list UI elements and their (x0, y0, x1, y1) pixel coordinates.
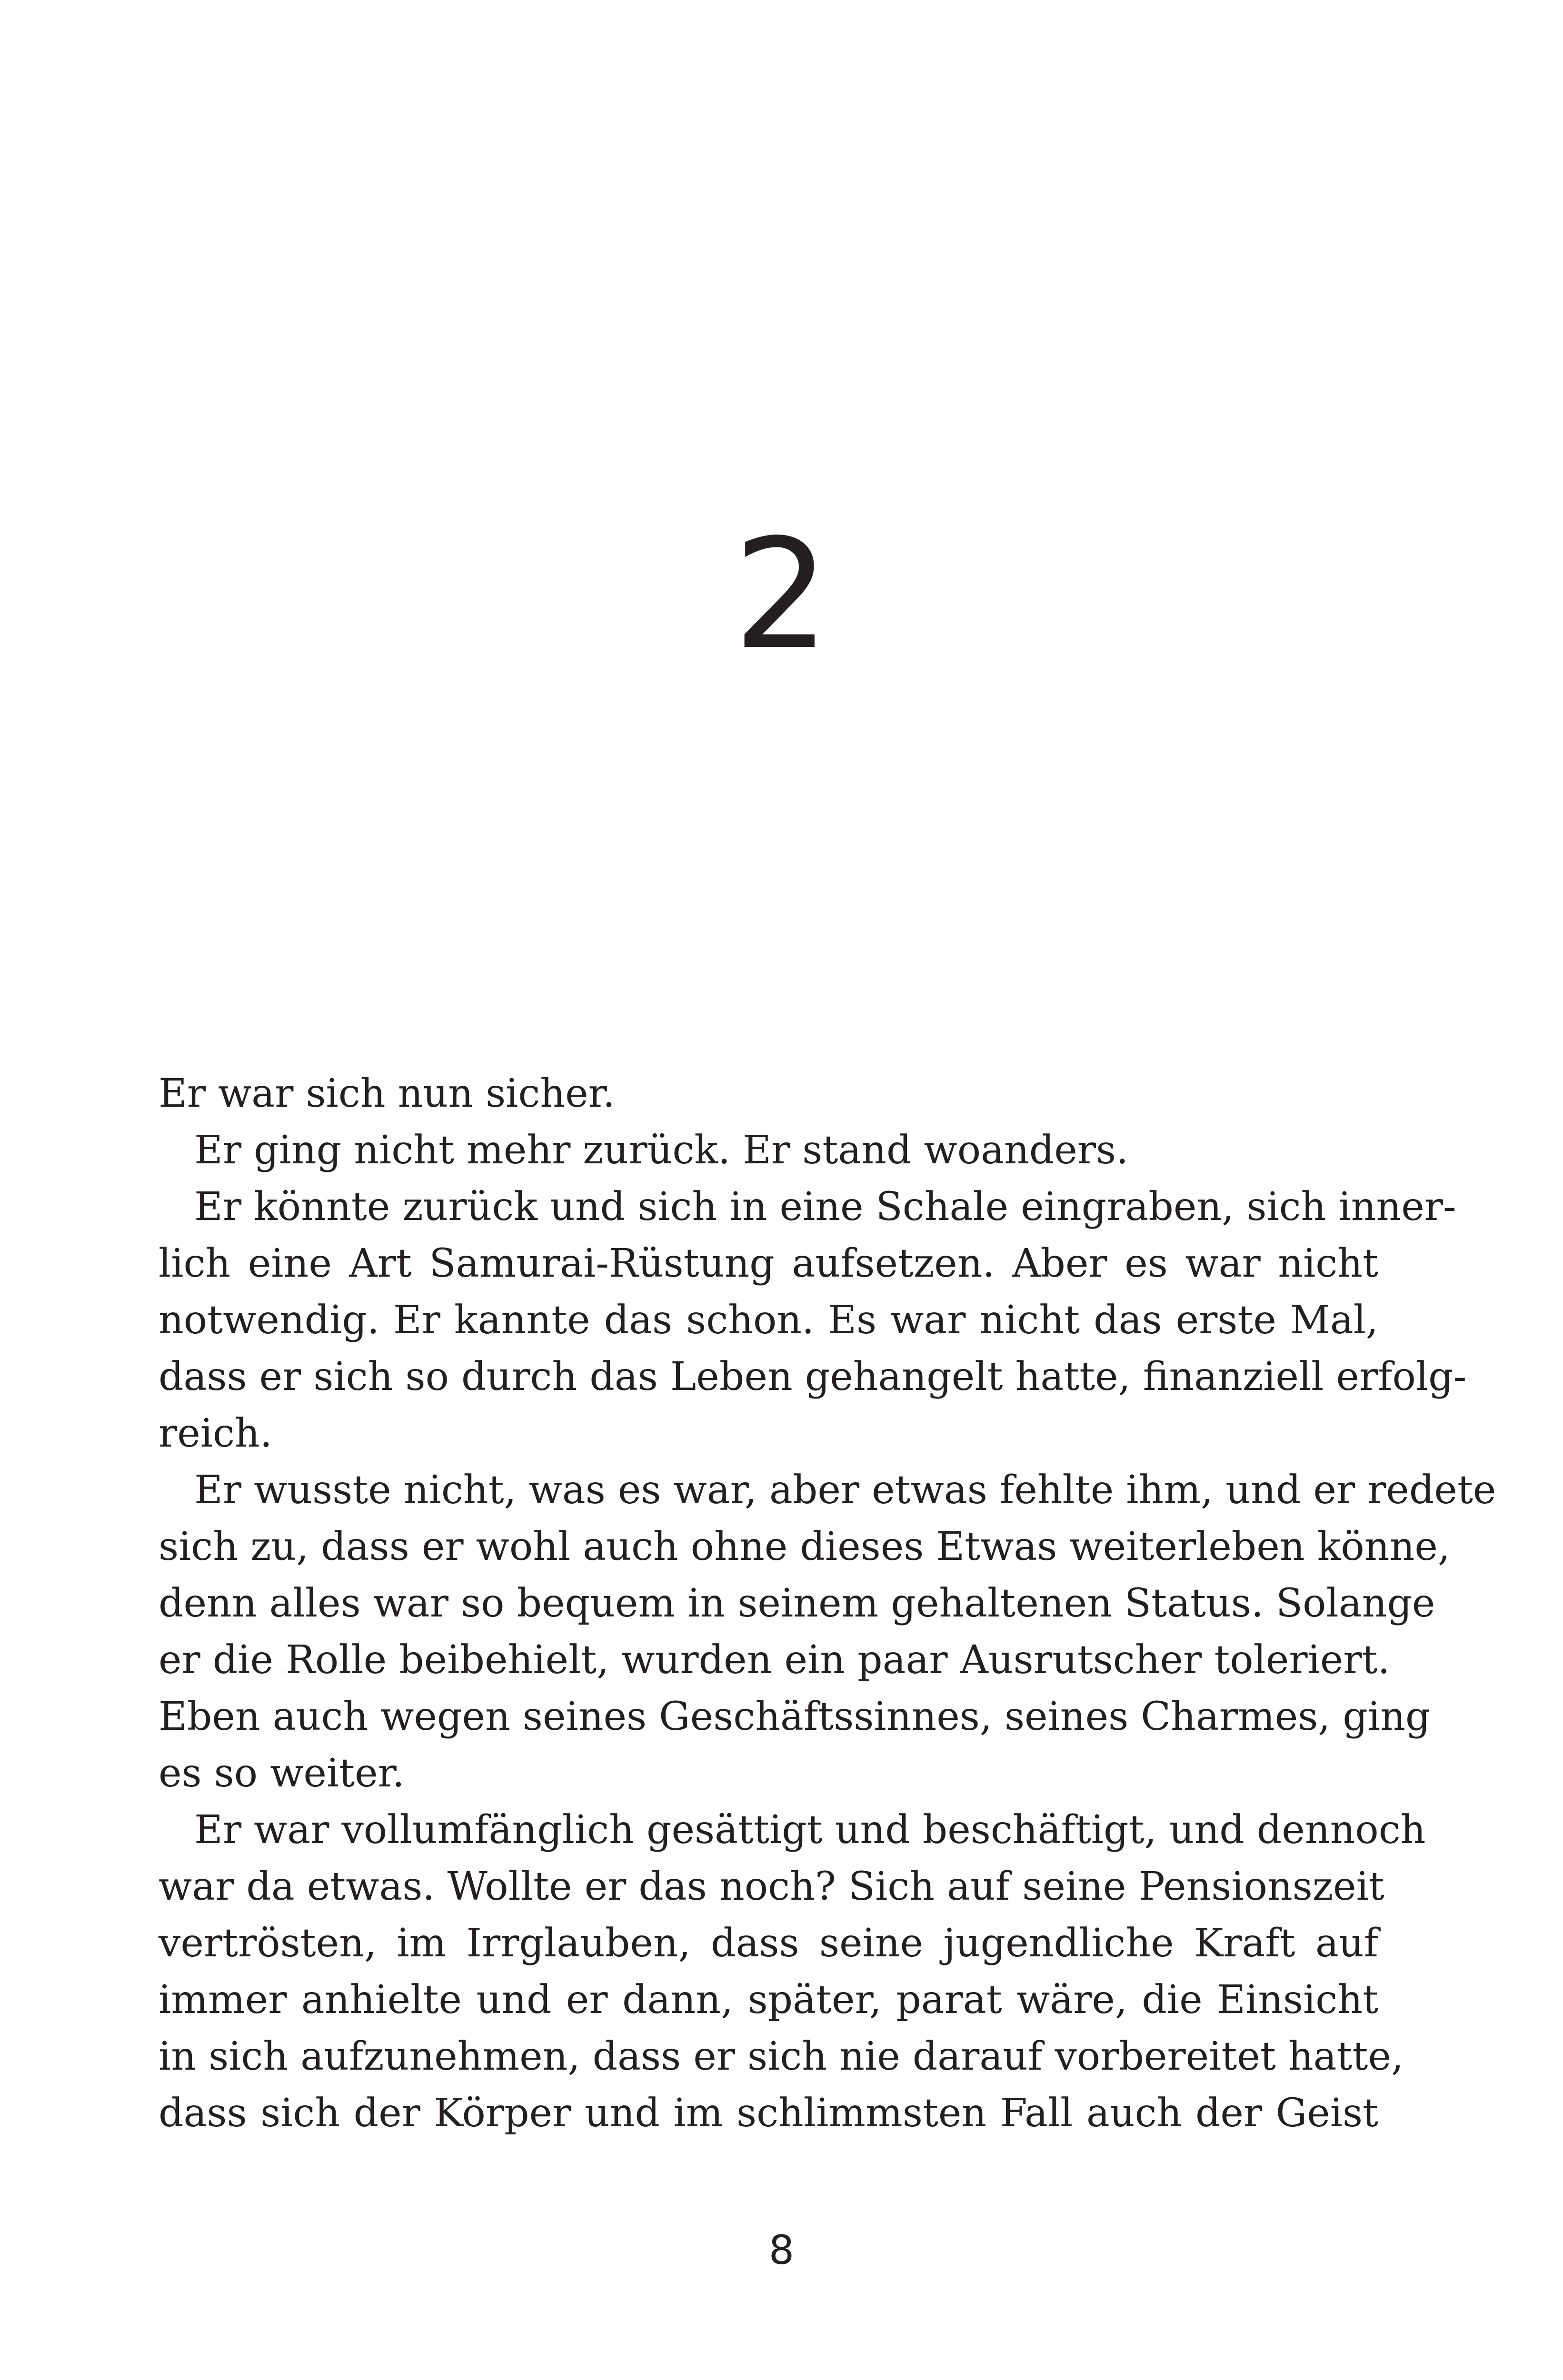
text-line: lich eine Art Samurai-Rüstung aufsetzen. Aber es war nicht (159, 1241, 1378, 1286)
text-line: sich zu, dass er wohl auch ohne dieses Etwas weiterleben könne, (159, 1524, 1450, 1569)
text-line: reich. (159, 1411, 272, 1456)
page-number: 8 (768, 2227, 795, 2273)
text-line: Eben auch wegen seines Geschäftssinnes, seines Charmes, ging (159, 1694, 1431, 1739)
text-line: denn alles war so bequem in seinem gehaltenen Status. Solange (159, 1581, 1435, 1626)
text-line: in sich aufzunehmen, dass er sich nie darauf vorbereitet hatte, (159, 2034, 1404, 2079)
chapter-number: 2 (733, 506, 830, 683)
text-line: Er war sich nun sicher. (159, 1071, 615, 1116)
text-line: es so weiter. (159, 1751, 405, 1796)
body-text (159, 1065, 1496, 2142)
text-line: Er war vollumfänglich gesättigt und beschäftigt, und dennoch (194, 1807, 1426, 1853)
text-line: dass sich der Körper und im schlimmsten Fall auch der Geist (159, 2091, 1378, 2136)
text-line: immer anhielte und er dann, später, parat wäre, die Einsicht (159, 1977, 1378, 2023)
text-line: Er ging nicht mehr zurück. Er stand woanders. (194, 1128, 1129, 1173)
text-line: war da etwas. Wollte er das noch? Sich auf seine Pensionszeit (159, 1864, 1384, 1909)
text-line: Er könnte zurück und sich in eine Schale eingraben, sich inner- (194, 1184, 1456, 1230)
text-line: dass er sich so durch das Leben gehangelt hatte, finanziell erfolg- (159, 1354, 1467, 1399)
text-line: er die Rolle beibehielt, wurden ein paar Ausrutscher toleriert. (159, 1637, 1390, 1683)
text-line: Er wusste nicht, was es war, aber etwas fehlte ihm, und er redete (194, 1468, 1496, 1513)
text-line: vertrösten, im Irrglauben, dass seine jugendliche Kraft auf (159, 1921, 1378, 1966)
text-line: notwendig. Er kannte das schon. Es war nicht das erste Mal, (159, 1298, 1378, 1343)
